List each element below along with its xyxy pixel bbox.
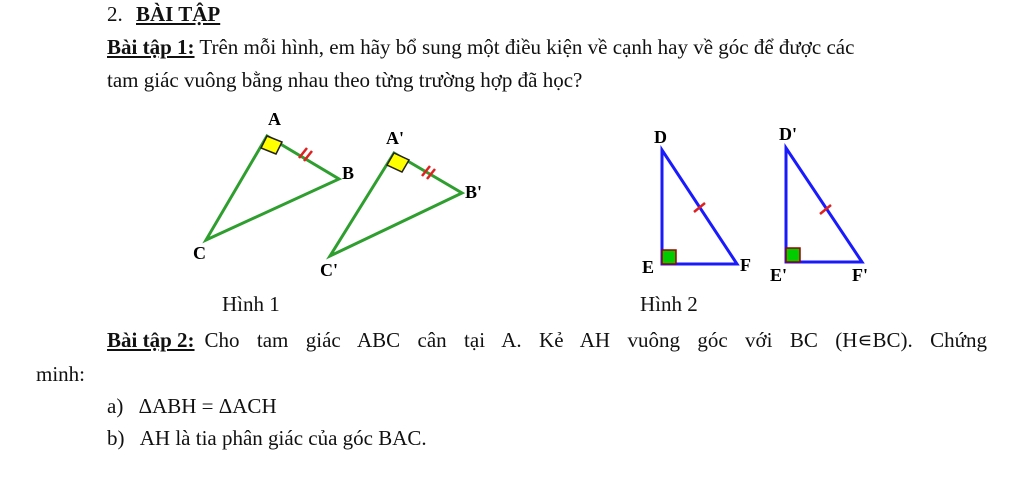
triangle-d2e2f2-shape <box>786 148 862 262</box>
exercise1-line2: tam giác vuông bằng nhau theo từng trường hợp đã học? <box>107 68 583 92</box>
triangle-d2e2f2 <box>770 124 868 285</box>
label-b2: B' <box>465 182 483 202</box>
item-a-text: ΔABH = ΔACH <box>138 394 277 418</box>
item-a-marker: a) <box>107 394 124 418</box>
figure1-caption: Hình 1 <box>222 292 280 316</box>
label-e2: E' <box>770 265 788 285</box>
figure2-caption: Hình 2 <box>640 292 698 316</box>
exercise2-line1 <box>107 328 987 353</box>
exercise1-text-line1: Trên mỗi hình, em hãy bổ sung một điều kiện về cạnh hay về góc để được các <box>199 35 855 59</box>
label-a: A <box>268 109 281 129</box>
label-e: E <box>642 257 655 277</box>
triangle-a2b2c2 <box>320 128 482 280</box>
section-title: BÀI TẬP <box>136 2 221 26</box>
section-number: 2. <box>107 2 123 26</box>
item-b-marker: b) <box>107 426 125 450</box>
label-d2: D' <box>779 124 797 144</box>
list-item <box>107 394 277 419</box>
label-d: D <box>654 127 667 147</box>
label-c: C <box>193 243 206 263</box>
exercise2-text-line1: Cho tam giác ABC cân tại A. Kẻ AH vuông góc với BC (H∊BC). Chứng <box>204 328 987 352</box>
label-f: F <box>740 255 751 275</box>
list-item <box>107 426 427 451</box>
label-a2: A' <box>386 128 404 148</box>
exercise2-label: Bài tập 2: <box>107 328 195 352</box>
right-angle-marker-e2 <box>786 248 800 262</box>
exercise2-line2: minh: <box>36 362 86 386</box>
triangle-def <box>642 127 751 277</box>
item-b-text: AH là tia phân giác của góc BAC. <box>139 426 427 450</box>
exercise1-label: Bài tập 1: <box>107 35 195 59</box>
label-f2: F' <box>852 265 868 285</box>
label-b: B <box>342 163 355 183</box>
right-angle-marker-e <box>662 250 676 264</box>
label-c2: C' <box>320 260 338 280</box>
triangle-abc <box>193 109 354 263</box>
right-angle-marker-a2 <box>387 153 409 172</box>
